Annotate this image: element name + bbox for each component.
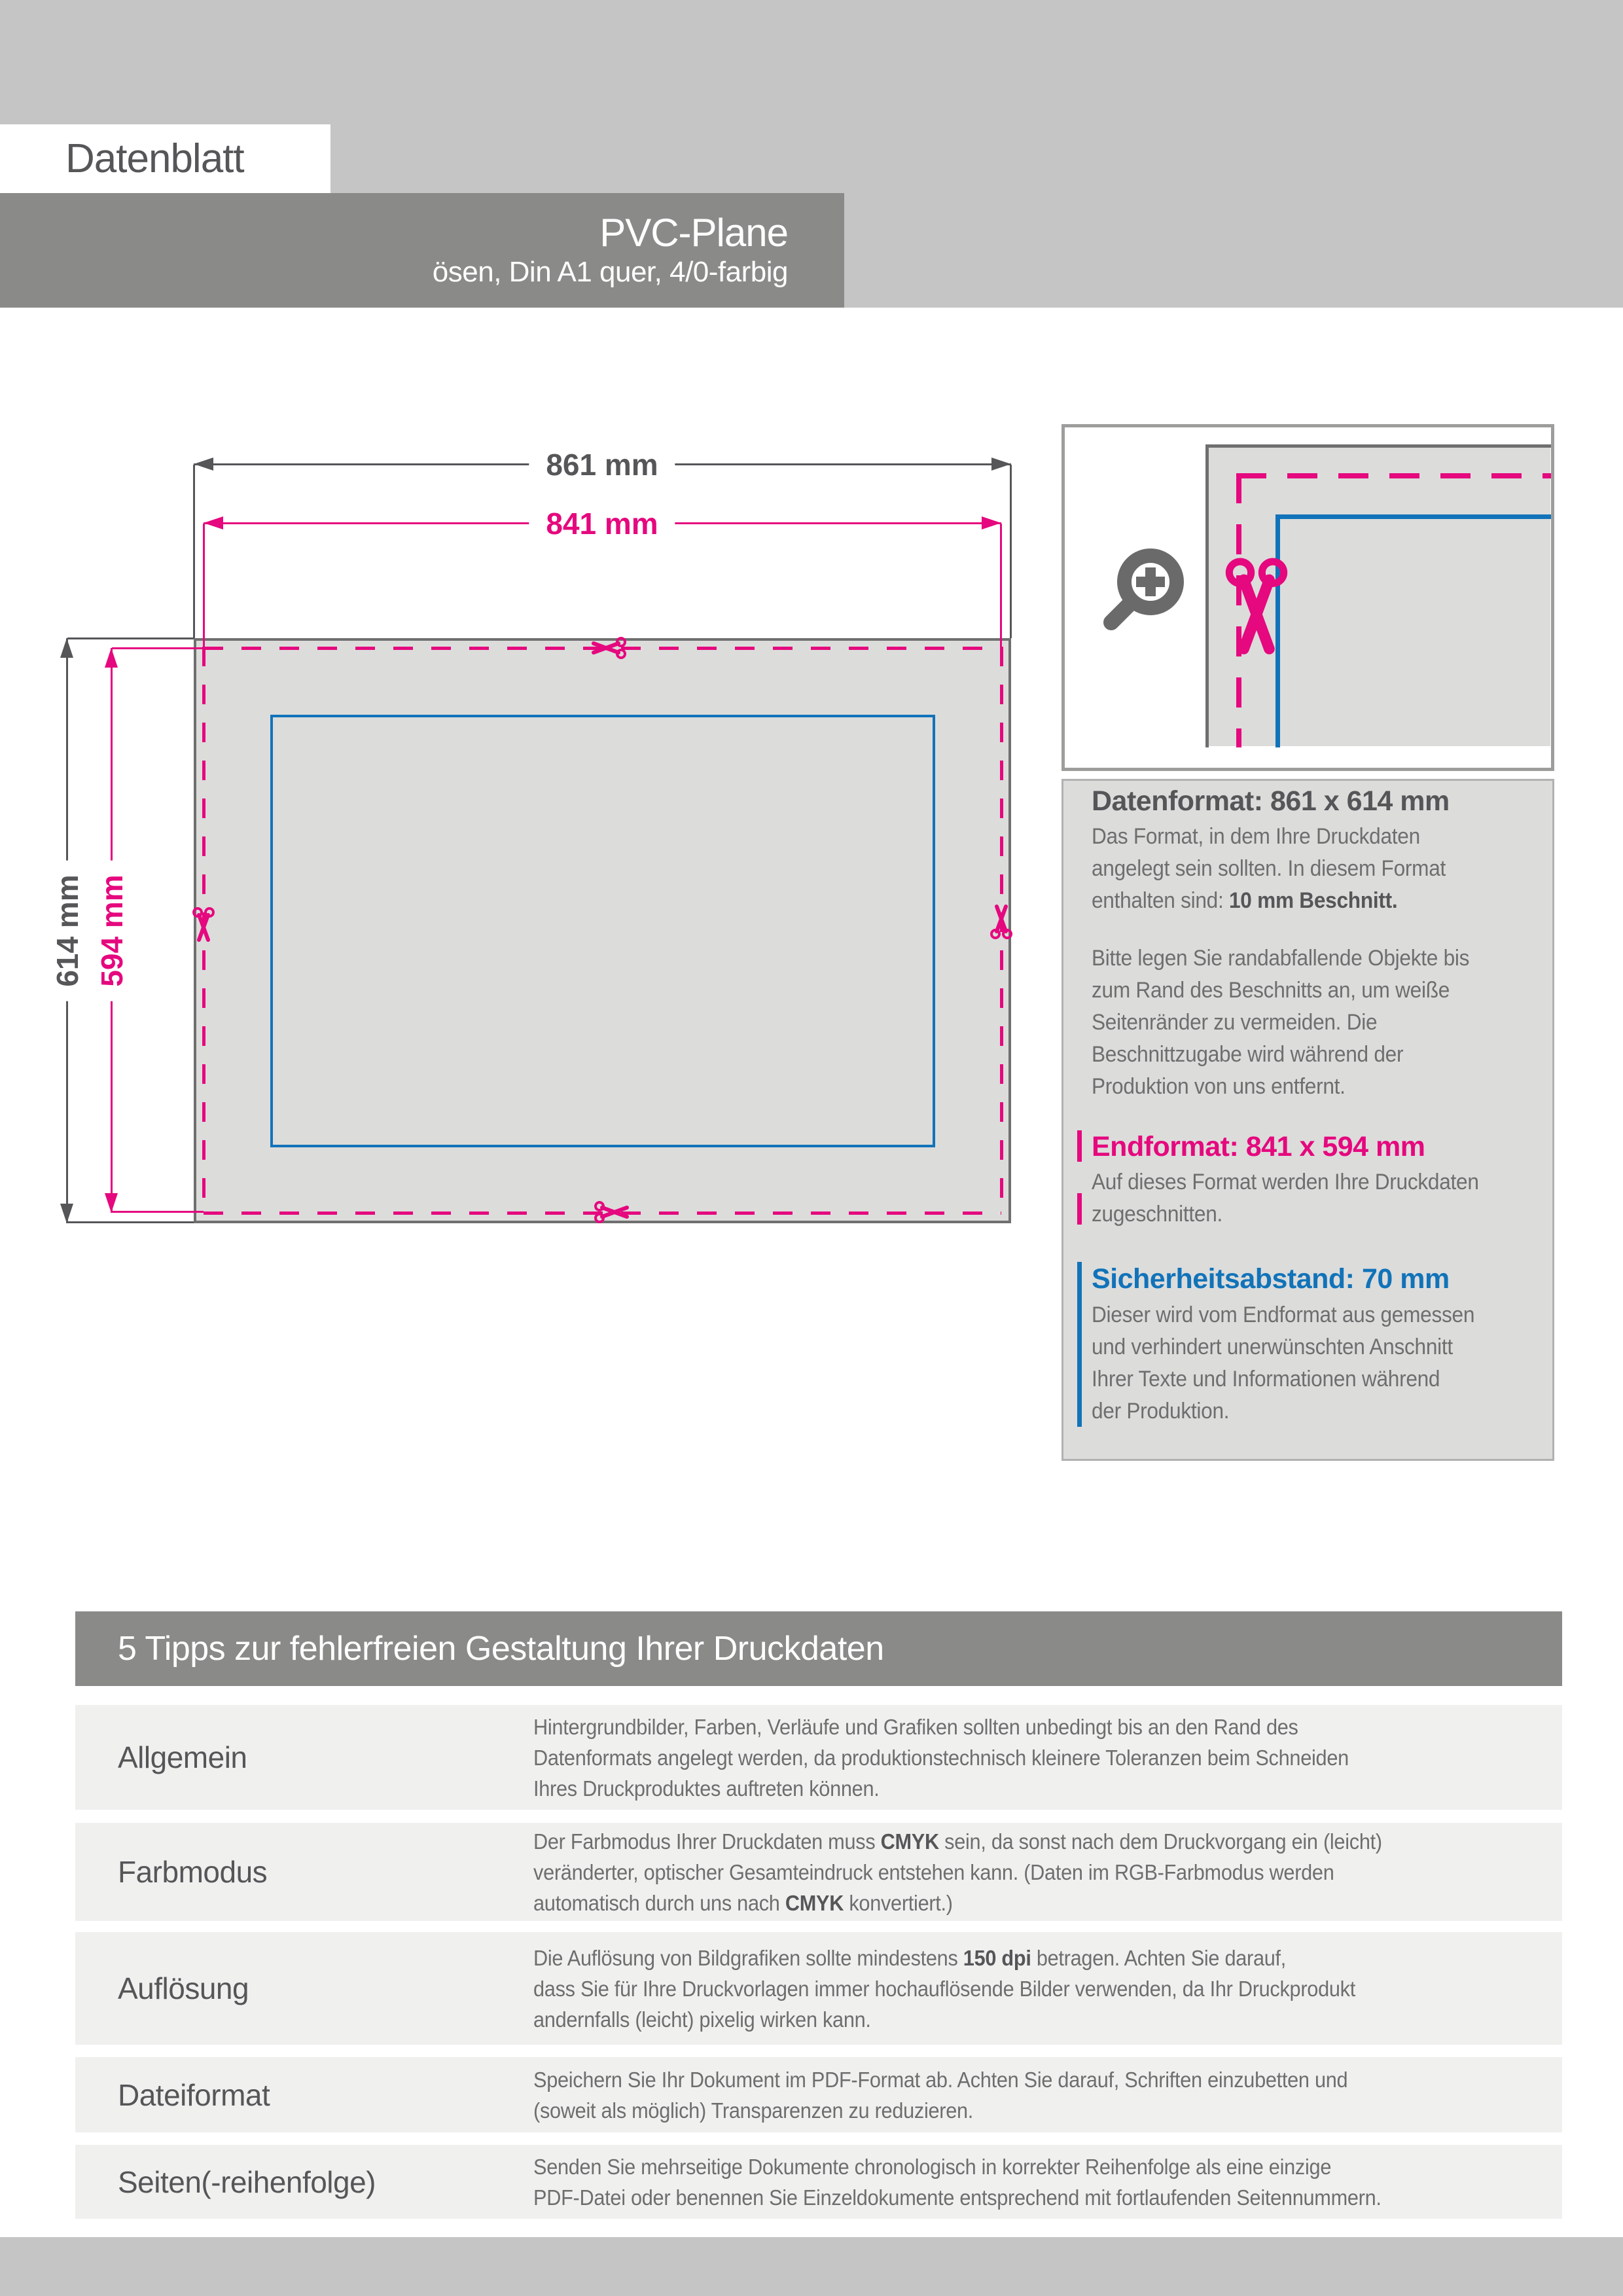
arrowhead-841-left xyxy=(204,516,223,529)
product-header-band xyxy=(0,193,844,308)
detail-bleed-dash-horizontal xyxy=(1236,473,1551,478)
tip-label: Auflösung xyxy=(118,1971,249,2005)
dim-witness-861-left xyxy=(193,465,195,638)
sicherheitsabstand-heading: Sicherheitsabstand: 70 mm xyxy=(1092,1263,1450,1295)
dim-label-861: 861 mm xyxy=(529,447,675,482)
product-variant: ösen, Din A1 quer, 4/0-farbig xyxy=(432,255,788,288)
dim-witness-841-right xyxy=(1000,524,1002,648)
tip-text: Senden Sie mehrseitige Dokumente chronologisch in korrekter Reihenfolge als eine einzige PDF-Datei oder benennen Sie Einzeldokumente entsprechend mit fortlaufenden Seitennummern. xyxy=(533,2154,1382,2210)
safety-bar-marker xyxy=(1077,1262,1082,1427)
arrowhead-861-left xyxy=(194,457,213,471)
arrowhead-614-top xyxy=(60,638,73,658)
tip-label: Seiten(-reihenfolge) xyxy=(118,2164,376,2199)
scissors-icon-left xyxy=(192,907,215,942)
arrowhead-861-right xyxy=(991,457,1011,471)
detail-paper-edge-top xyxy=(1205,444,1551,448)
arrowhead-614-bottom xyxy=(60,1204,73,1223)
sicherheitsabstand-body: Dieser wird vom Endformat aus gemessen und verhindert unerwünschten Anschnitt Ihrer Texte und Informationen während der Produktion. xyxy=(1092,1302,1475,1424)
arrowhead-594-bottom xyxy=(105,1193,118,1213)
tip-label: Allgemein xyxy=(118,1740,247,1774)
tip-label: Dateiformat xyxy=(118,2077,270,2112)
endformat-dash-marker xyxy=(1077,1130,1082,1162)
tip-row-farbmodus xyxy=(75,1823,1562,1921)
scissors-icon-bottom xyxy=(594,1201,630,1223)
arrowhead-841-right xyxy=(982,516,1001,529)
dim-label-594: 594 mm xyxy=(94,860,130,1001)
bottom-gray-bar xyxy=(0,2237,1623,2296)
dim-label-614: 614 mm xyxy=(50,860,85,1001)
scissors-icon-right xyxy=(990,904,1012,939)
dim-witness-614-top xyxy=(67,637,194,639)
safety-margin-rect xyxy=(270,715,935,1147)
dim-witness-594-bottom xyxy=(112,1211,204,1213)
dim-witness-841-left xyxy=(203,524,205,648)
dim-witness-614-bottom xyxy=(67,1221,194,1223)
tips-section-header xyxy=(75,1611,1562,1686)
datenformat-body2: Bitte legen Sie randabfallende Objekte bis zum Rand des Beschnitts an, um weiße Seitenränder zu vermeiden. Die Beschnittzugabe wird während der Produktion von uns entfernt. xyxy=(1092,946,1470,1099)
zoom-in-magnifier-icon xyxy=(1098,547,1190,638)
doc-type-label: Datenblatt xyxy=(65,136,244,181)
product-name: PVC-Plane xyxy=(599,210,788,255)
endformat-body: Auf dieses Format werden Ihre Druckdaten zugeschnitten. xyxy=(1092,1170,1479,1227)
tip-text: Speichern Sie Ihr Dokument im PDF-Format ab. Achten Sie darauf, Schriften einzubetten und (soweit als möglich) Transparenzen zu reduzieren. xyxy=(533,2067,1348,2123)
endformat-dash-marker xyxy=(1077,1193,1082,1225)
tip-text: Hintergrundbilder, Farben, Verläufe und Grafiken sollten unbedingt bis an den Rand des Datenformats angelegt werden, da produktionstechnisch kleinere Toleranzen beim Schneiden Ihres Druckproduktes auftreten können. xyxy=(533,1714,1349,1801)
detail-safety-line-horizontal xyxy=(1275,514,1551,519)
scissors-icon-detail xyxy=(1226,558,1288,656)
tips-heading: 5 Tipps zur fehlerfreien Gestaltung Ihrer Druckdaten xyxy=(118,1630,884,1668)
tip-row-dateiformat xyxy=(75,2057,1562,2132)
dim-label-841: 841 mm xyxy=(529,506,675,541)
dim-witness-594-top xyxy=(112,647,204,649)
endformat-heading: Endformat: 841 x 594 mm xyxy=(1092,1131,1425,1162)
tip-row-allgemein xyxy=(75,1705,1562,1810)
detail-paper-edge-left xyxy=(1205,444,1209,747)
tip-text: Der Farbmodus Ihrer Druckdaten muss CMYK sein, da sonst nach dem Druckvorgang ein (leicht) veränderter, optischer Gesamteindruck entstehen kann. (Daten im RGB-Farbmodus werden automatisch durch uns nach CMYK konvertiert.) xyxy=(533,1829,1382,1915)
tip-text: Die Auflösung von Bildgrafiken sollte mindestens 150 dpi betragen. Achten Sie darauf, dass Sie für Ihre Druckvorlagen immer hochauflösende Bilder verwenden, da Ihr Druckprodukt andernfalls (leicht) pixelig wirken kann. xyxy=(533,1945,1355,2032)
tip-row-aufloesung xyxy=(75,1932,1562,2045)
datenformat-heading: Datenformat: 861 x 614 mm xyxy=(1092,785,1450,817)
scissors-icon-top xyxy=(591,637,626,659)
datenformat-body: Das Format, in dem Ihre Druckdaten angelegt sein sollten. In diesem Format enthalten sind: 10 mm Beschnitt. xyxy=(1092,824,1446,913)
dim-witness-861-right xyxy=(1010,465,1012,638)
arrowhead-594-top xyxy=(105,648,118,668)
doc-type-box xyxy=(0,124,330,193)
tip-row-seitenreihenfolge xyxy=(75,2145,1562,2219)
tip-label: Farbmodus xyxy=(118,1855,268,1889)
